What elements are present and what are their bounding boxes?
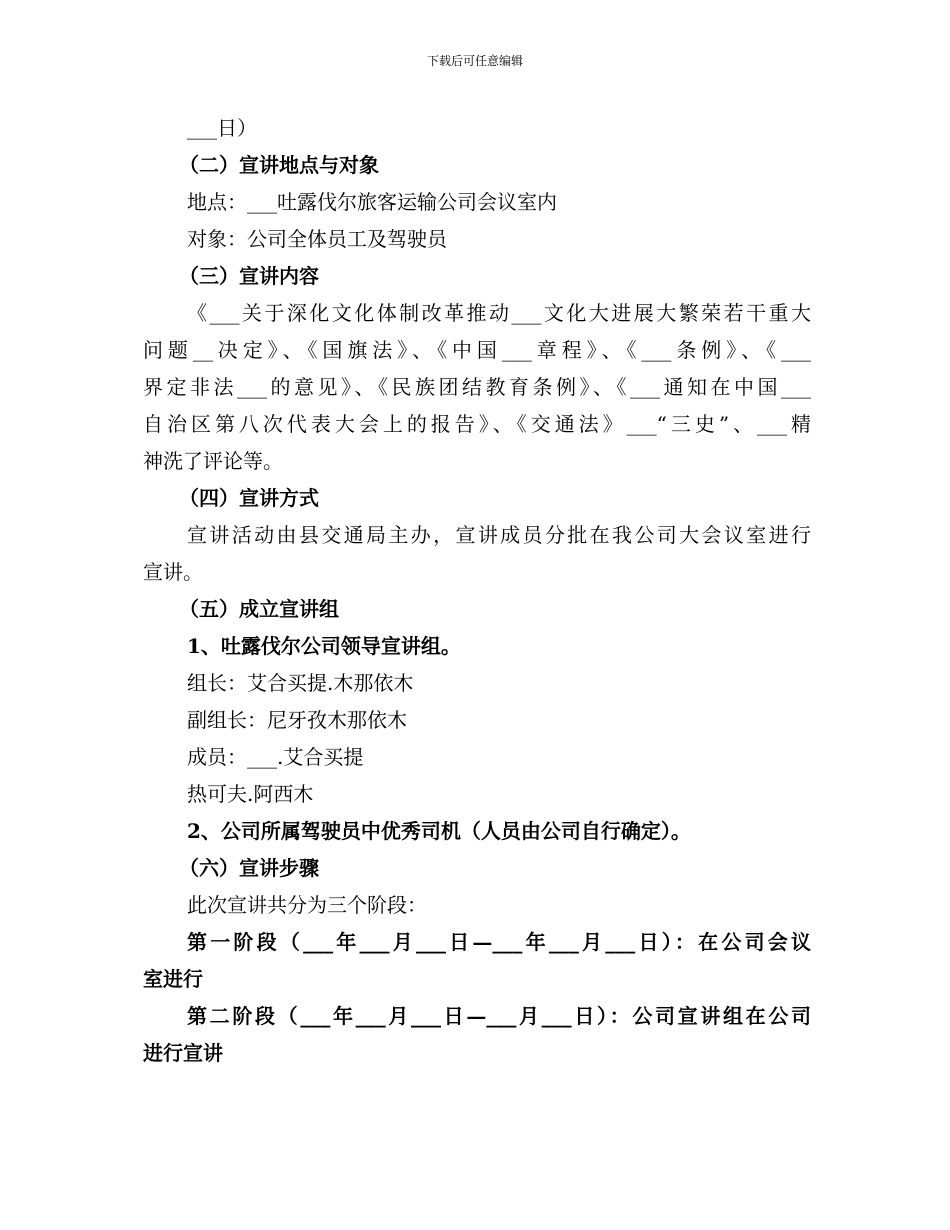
text-line: 宣讲活动由县交通局主办，宣讲成员分批在我公司大会议室进行 xyxy=(187,523,811,547)
page-header: 下载后可任意编辑 xyxy=(426,54,523,68)
text-line: 室进行 xyxy=(143,967,203,991)
text-line: 成员：___.艾合买提 xyxy=(187,745,364,769)
text-line: 《___关于深化文化体制改革推动___文化大进展大繁荣若干重大 xyxy=(187,301,811,325)
text-line: ___日） xyxy=(187,116,257,140)
text-line: 进行宣讲 xyxy=(143,1041,223,1065)
text-line: （二）宣讲地点与对象 xyxy=(179,153,379,177)
text-line: （五）成立宣讲组 xyxy=(179,597,339,621)
text-line: （四）宣讲方式 xyxy=(179,486,319,510)
text-line: 2、公司所属驾驶员中优秀司机（人员由公司自行确定）。 xyxy=(187,819,691,843)
text-line: 问题__决定》、《国旗法》、《中国___章程》、《___条例》、《___ xyxy=(143,338,811,362)
text-line: （三）宣讲内容 xyxy=(179,264,319,288)
text-line: 热可夫.阿西木 xyxy=(187,782,314,806)
text-line: 对象：公司全体员工及驾驶员 xyxy=(187,227,447,251)
text-line: 神洗了评论等。 xyxy=(143,449,283,473)
text-line: 地点：___吐露伐尔旅客运输公司会议室内 xyxy=(187,190,557,214)
text-line: 界定非法___的意见》、《民族团结教育条例》、《___通知在中国___ xyxy=(143,375,811,399)
text-line: 副组长：尼牙孜木那依木 xyxy=(187,708,407,732)
text-line: 1、吐露伐尔公司领导宣讲组。 xyxy=(187,634,461,658)
text-line: 此次宣讲共分为三个阶段： xyxy=(187,893,427,917)
text-line: 宣讲。 xyxy=(143,560,203,584)
text-line: （六）宣讲步骤 xyxy=(179,856,319,880)
text-line: 组长：艾合买提.木那依木 xyxy=(187,671,414,695)
text-line: 第一阶段（___年___月___日—___年___月___日）：在公司会议 xyxy=(187,930,811,954)
document-body xyxy=(143,110,811,1072)
text-line: 自治区第八次代表大会上的报告》、《交通法》___“三史”、___精 xyxy=(143,412,811,436)
text-line: 第二阶段（___年___月___日—___月___日）：公司宣讲组在公司 xyxy=(187,1004,811,1028)
